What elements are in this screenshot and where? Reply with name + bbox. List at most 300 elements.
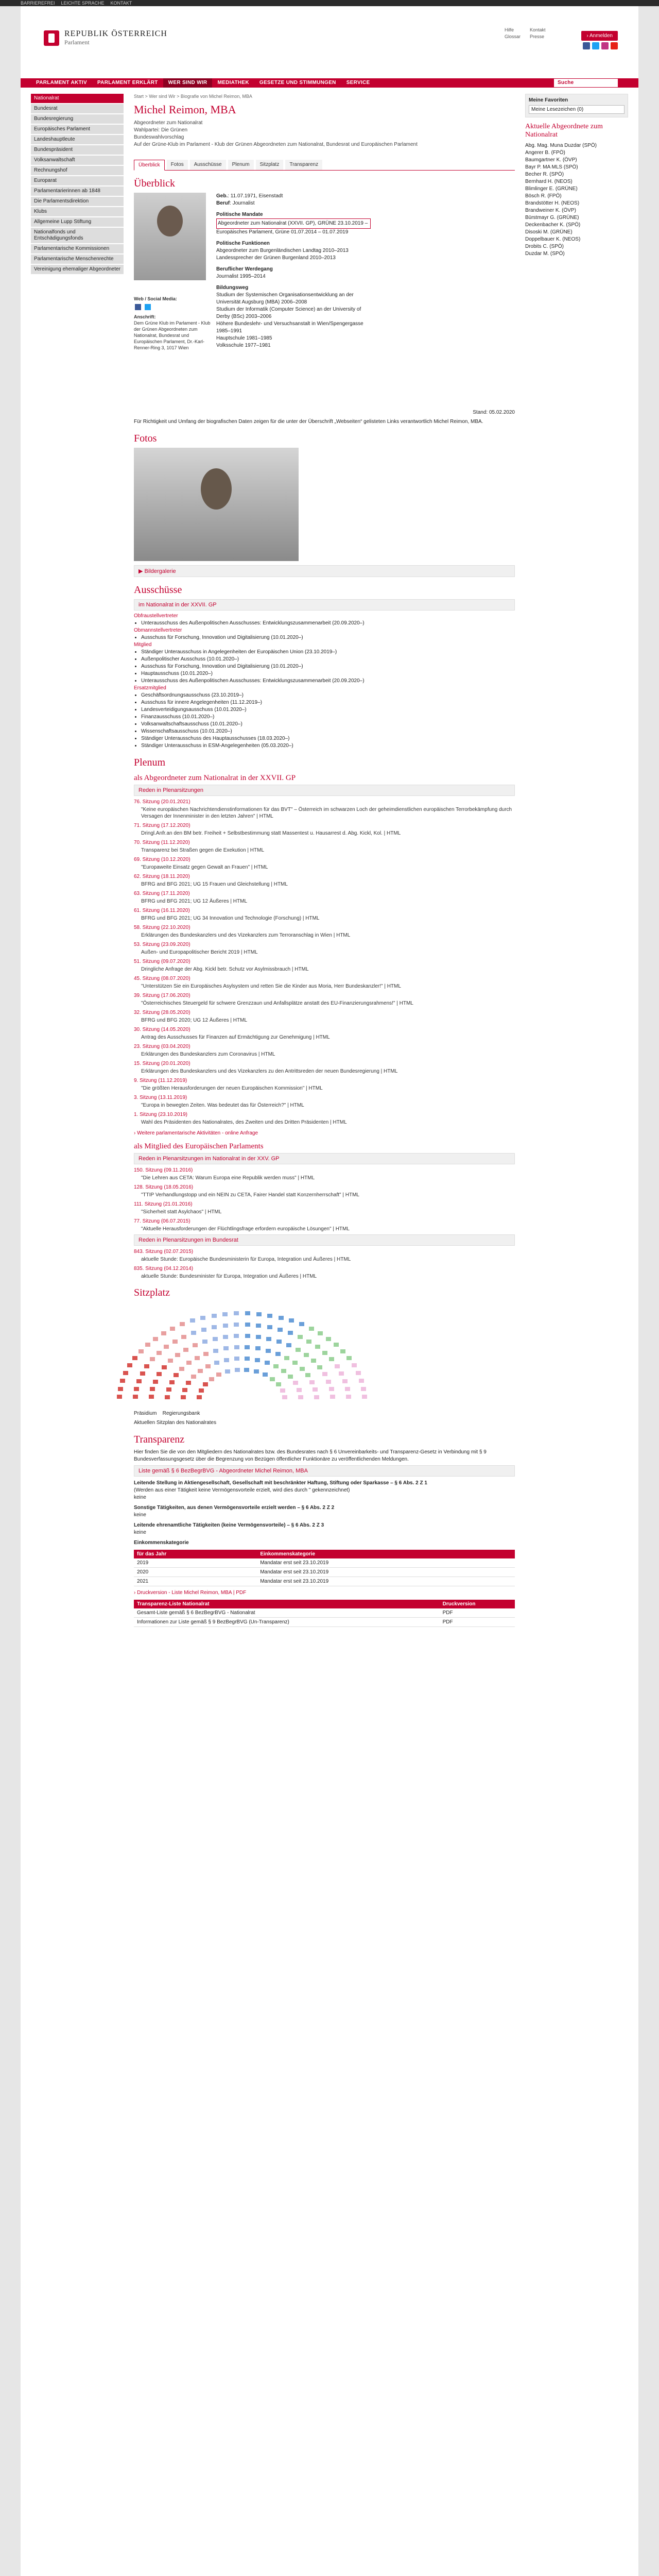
member-link[interactable]: Baumgartner K. (ÖVP) bbox=[525, 157, 577, 163]
tab-item[interactable]: Ausschüsse bbox=[190, 160, 226, 170]
sitting-title[interactable]: 58. Sitzung (22.10.2020) bbox=[134, 925, 190, 930]
seat[interactable] bbox=[278, 1328, 283, 1332]
sidebar-item[interactable]: Bundesregierung bbox=[31, 114, 124, 124]
member-link[interactable]: Becher R. (SPÖ) bbox=[525, 172, 564, 177]
sitting-title[interactable]: 843. Sitzung (02.07.2015) bbox=[134, 1249, 194, 1255]
sidebar-item[interactable]: Europarat bbox=[31, 176, 124, 185]
seat[interactable] bbox=[201, 1328, 206, 1332]
seat[interactable] bbox=[202, 1340, 207, 1344]
seat[interactable] bbox=[315, 1345, 320, 1349]
eu-sittings-list bbox=[134, 1167, 515, 1232]
sidebar-item[interactable]: Parlamentarische Menschenrechte bbox=[31, 255, 124, 264]
topbar-item[interactable]: BARRIEREFREI bbox=[21, 1, 55, 6]
logo[interactable] bbox=[44, 29, 167, 46]
topbar-item[interactable]: KONTAKT bbox=[110, 1, 132, 6]
nav-item[interactable]: PARLAMENT AKTIV bbox=[36, 80, 87, 86]
seat[interactable] bbox=[299, 1322, 304, 1326]
seat[interactable] bbox=[144, 1364, 149, 1368]
seat[interactable] bbox=[266, 1337, 271, 1341]
seat[interactable] bbox=[166, 1387, 171, 1392]
seat[interactable] bbox=[153, 1380, 158, 1384]
seat[interactable] bbox=[200, 1316, 205, 1320]
table-cell: 2019 bbox=[134, 1558, 257, 1568]
seat[interactable] bbox=[186, 1381, 191, 1385]
seat[interactable] bbox=[213, 1349, 218, 1353]
seat[interactable] bbox=[157, 1372, 162, 1376]
contact-link[interactable]: Kontakt bbox=[530, 27, 546, 32]
seat[interactable] bbox=[157, 1351, 162, 1355]
seat[interactable] bbox=[279, 1316, 284, 1320]
seat[interactable] bbox=[235, 1368, 240, 1372]
overview-title: Überblick bbox=[134, 178, 175, 189]
education-item: Studium der Systemischen Organisationsentwicklung an der Universität Augsburg (MBA) 2006–2008 bbox=[216, 292, 354, 305]
member-link[interactable]: Duzdar M. (SPÖ) bbox=[525, 251, 565, 257]
subinfo bbox=[134, 120, 515, 148]
seat[interactable] bbox=[306, 1340, 311, 1344]
sitting-desc[interactable]: Außen- und Europapolitischer Bericht 2019 | HTML bbox=[141, 950, 258, 955]
sitting-desc[interactable]: Erklärungen des Bundeskanzlers und des Vizekanzlers zum Terroranschlag in Wien | HTML bbox=[141, 933, 351, 938]
seat[interactable] bbox=[179, 1367, 184, 1371]
seat[interactable] bbox=[318, 1331, 323, 1335]
sidebar-item[interactable]: Bundespräsident bbox=[31, 145, 124, 155]
seat[interactable] bbox=[297, 1388, 302, 1392]
seat[interactable] bbox=[255, 1358, 260, 1362]
committee-item: • Finanzausschuss (10.01.2020–) bbox=[141, 714, 515, 721]
sitting-title[interactable]: 150. Sitzung (09.11.2016) bbox=[134, 1167, 193, 1173]
table-cell[interactable]: Informationen zur Liste gemäß § 9 BezBegrBVG (Un-Transparenz) bbox=[134, 1618, 440, 1627]
seat[interactable] bbox=[245, 1345, 250, 1349]
plenum-title: Plenum bbox=[134, 757, 166, 768]
seat[interactable] bbox=[120, 1379, 125, 1383]
sidebar-item[interactable]: Die Parlamentsdirektion bbox=[31, 197, 124, 206]
seat[interactable] bbox=[359, 1379, 364, 1383]
mitglied-title: Mitglied bbox=[134, 642, 152, 648]
seat[interactable] bbox=[265, 1361, 270, 1365]
member-link[interactable]: Angerer B. (FPÖ) bbox=[525, 150, 565, 156]
sitting-title[interactable]: 3. Sitzung (13.11.2019) bbox=[134, 1095, 187, 1100]
glossary-link[interactable]: Glossar bbox=[505, 34, 521, 39]
eu-reden-expander[interactable]: Reden in Plenarsitzungen im Nationalrat in der XXV. GP bbox=[134, 1153, 515, 1164]
seat[interactable] bbox=[280, 1388, 285, 1393]
seat[interactable] bbox=[267, 1314, 272, 1318]
seat[interactable] bbox=[198, 1369, 203, 1373]
tab-item[interactable]: Sitzplatz bbox=[256, 160, 284, 170]
instagram-icon[interactable] bbox=[601, 42, 609, 49]
seat[interactable] bbox=[298, 1395, 303, 1399]
nav-item[interactable]: GESETZE UND STIMMUNGEN bbox=[259, 80, 336, 86]
sitting-desc[interactable]: Dringliche Anfrage der Abg. Kickl betr. Schutz vor Asylmissbrauch | HTML bbox=[141, 967, 309, 972]
seat[interactable] bbox=[362, 1395, 367, 1399]
member-link[interactable]: Doppelbauer K. (NEOS) bbox=[525, 236, 581, 242]
member-link[interactable]: Disoski M. (GRÜNE) bbox=[525, 229, 573, 235]
seat[interactable] bbox=[356, 1371, 361, 1375]
seat[interactable] bbox=[182, 1388, 187, 1392]
nav-item-active[interactable]: WER SIND WIR bbox=[163, 78, 213, 88]
seat[interactable] bbox=[150, 1387, 155, 1391]
sitting-title[interactable]: 15. Sitzung (20.01.2020) bbox=[134, 1061, 190, 1066]
seat[interactable] bbox=[191, 1375, 196, 1379]
more-link[interactable]: › Weitere parlamentarische Aktivitäten - online Anfrage bbox=[134, 1130, 258, 1136]
subinfo-line: Wahlpartei: Die Grünen bbox=[134, 127, 188, 133]
seat[interactable] bbox=[165, 1395, 170, 1399]
table-row bbox=[134, 1618, 515, 1627]
member-link[interactable]: Bayr P. MA MLS (SPÖ) bbox=[525, 164, 578, 170]
member-link[interactable]: Brandstötter H. (NEOS) bbox=[525, 200, 580, 206]
seat[interactable] bbox=[203, 1352, 209, 1356]
sidebar-item[interactable]: Rechnungshof bbox=[31, 166, 124, 175]
seat[interactable] bbox=[256, 1324, 261, 1328]
seat[interactable] bbox=[317, 1365, 322, 1369]
seat[interactable] bbox=[205, 1364, 211, 1368]
education-item: Studium der Informatik (Computer Science) an der University of Derby (BSc) 2003–2006 bbox=[216, 307, 361, 319]
sitting-desc[interactable]: Transparenz bei Straßen gegen die Exekution | HTML bbox=[141, 848, 265, 853]
committee-item: • Unterausschuss des Außenpolitischen Ausschusses: Entwicklungszusammenarbeit (20.09.2020–) bbox=[141, 677, 515, 685]
sitting-title[interactable]: 45. Sitzung (08.07.2020) bbox=[134, 976, 190, 981]
member-link[interactable]: Blimlinger E. (GRÜNE) bbox=[525, 186, 578, 192]
druck-link[interactable]: › Druckversion - Liste Michel Reimon, MBA | PDF bbox=[134, 1590, 247, 1596]
table-cell: 2020 bbox=[134, 1568, 257, 1577]
seat[interactable] bbox=[309, 1327, 314, 1331]
nav-item[interactable]: MEDIATHEK bbox=[217, 80, 249, 86]
seat[interactable] bbox=[275, 1352, 281, 1356]
seat[interactable] bbox=[296, 1348, 301, 1352]
sitting-title[interactable]: 111. Sitzung (21.01.2016) bbox=[134, 1201, 193, 1207]
login-button[interactable]: › Anmelden bbox=[581, 31, 618, 41]
seat[interactable] bbox=[298, 1335, 303, 1339]
sitting-title[interactable]: 61. Sitzung (16.11.2020) bbox=[134, 908, 190, 913]
table-row bbox=[134, 1608, 515, 1618]
seat[interactable] bbox=[340, 1349, 345, 1353]
sidebar-item[interactable]: Europäisches Parlament bbox=[31, 125, 124, 134]
tab-item[interactable]: Transparenz bbox=[285, 160, 322, 170]
seat[interactable] bbox=[224, 1358, 229, 1362]
br-reden-expander[interactable]: Reden in Plenarsitzungen im Bundesrat bbox=[134, 1234, 515, 1246]
seat[interactable] bbox=[322, 1372, 327, 1376]
seat[interactable] bbox=[197, 1395, 202, 1399]
seat[interactable] bbox=[190, 1318, 195, 1323]
seat[interactable] bbox=[133, 1395, 138, 1399]
sitting-title[interactable]: 23. Sitzung (03.04.2020) bbox=[134, 1044, 190, 1049]
seat[interactable] bbox=[134, 1387, 139, 1391]
seat[interactable] bbox=[267, 1325, 272, 1329]
seat[interactable] bbox=[314, 1395, 319, 1399]
member-link[interactable]: Abg. Mag. Muna Duzdar (SPÖ) bbox=[525, 143, 597, 148]
seat[interactable] bbox=[313, 1387, 318, 1392]
gallery-expander[interactable]: ▶ Bildergalerie bbox=[134, 565, 515, 577]
sitting-desc[interactable]: Wahl des Präsidenten des Nationalrates, des Zweiten und des Dritten Präsidenten | HTML bbox=[141, 1120, 347, 1125]
sitting-desc[interactable]: "Österreichisches Steuergeld für schwere Grenzzaun und Anfallsplätze anstatt des EU-Finanzierungsrahmens!" | HTML bbox=[141, 1001, 413, 1006]
tab-item[interactable]: Plenum bbox=[228, 160, 254, 170]
seat[interactable] bbox=[339, 1371, 344, 1376]
seat[interactable] bbox=[245, 1323, 250, 1327]
page-wrapper bbox=[21, 6, 638, 2576]
sidebar-item[interactable]: Volksanwaltschaft bbox=[31, 156, 124, 165]
facebook-icon[interactable] bbox=[135, 304, 141, 310]
sitting-title[interactable]: 1. Sitzung (23.10.2019) bbox=[134, 1112, 187, 1117]
seat[interactable] bbox=[164, 1345, 169, 1349]
seat[interactable] bbox=[330, 1395, 335, 1399]
sitting-desc[interactable]: Dringl.Anfr.an den BM betr. Freiheit + Selbstbestimmung statt Massentest u. Hausarrest d. Abg. Kickl, Kol. | HTML bbox=[141, 831, 401, 836]
sitting-desc[interactable]: "TTIP Verhandlungstopp und ein NEIN zu CETA, Fairer Handel statt Konzernherrschaft" | HTML bbox=[141, 1192, 359, 1198]
seat[interactable] bbox=[282, 1395, 287, 1399]
seat-note[interactable]: Aktuellen Sitzplan des Nationalrates bbox=[134, 1420, 217, 1426]
sitting-desc[interactable]: BFRG und BFG 2021; UG 12 Äußeres | HTML bbox=[141, 899, 248, 904]
sitting-title[interactable]: 32. Sitzung (28.05.2020) bbox=[134, 1010, 190, 1015]
seat[interactable] bbox=[329, 1357, 334, 1361]
seat[interactable] bbox=[180, 1322, 185, 1326]
seat[interactable] bbox=[245, 1311, 250, 1315]
seat[interactable] bbox=[292, 1361, 298, 1365]
sitting-title[interactable]: 70. Sitzung (11.12.2020) bbox=[134, 840, 190, 845]
seat[interactable] bbox=[286, 1343, 291, 1347]
subinfo-line: Bundeswahlvorschlag bbox=[134, 134, 184, 140]
keine-1: keine bbox=[134, 1495, 146, 1500]
ausschuesse-gp[interactable]: im Nationalrat in der XXVII. GP bbox=[134, 599, 515, 611]
seat[interactable] bbox=[244, 1368, 249, 1372]
facebook-icon[interactable] bbox=[583, 42, 590, 49]
transparenz-table bbox=[134, 1600, 515, 1627]
sitting-desc[interactable]: "Die größten Herausforderungen der neuen Europäischen Kommission" | HTML bbox=[141, 1086, 323, 1091]
table-cell[interactable]: PDF bbox=[440, 1608, 515, 1618]
seat[interactable] bbox=[168, 1359, 173, 1363]
seat[interactable] bbox=[161, 1331, 166, 1335]
seat[interactable] bbox=[270, 1377, 275, 1381]
seat[interactable] bbox=[256, 1335, 261, 1339]
sitzplatz-title: Sitzplatz bbox=[134, 1287, 170, 1298]
seat[interactable] bbox=[117, 1395, 122, 1399]
seat[interactable] bbox=[335, 1364, 340, 1368]
seat[interactable] bbox=[223, 1335, 228, 1339]
tab-item[interactable]: Fotos bbox=[167, 160, 188, 170]
seat[interactable] bbox=[326, 1380, 331, 1384]
seat[interactable] bbox=[234, 1345, 239, 1349]
member-link[interactable]: Bösch R. (FPÖ) bbox=[525, 193, 562, 199]
seat[interactable] bbox=[225, 1369, 230, 1374]
sitting-desc[interactable]: aktuelle Stunde: Europäische Bundesministerin für Europa, Integration und Äußeres | HTML bbox=[141, 1257, 351, 1262]
seat[interactable] bbox=[346, 1395, 351, 1399]
search-input[interactable]: Suche bbox=[554, 79, 618, 87]
einkommen-title: Einkommenskategorie bbox=[134, 1540, 189, 1546]
seat[interactable] bbox=[199, 1388, 204, 1393]
member-link[interactable]: Deckenbacher K. (SPÖ) bbox=[525, 222, 581, 228]
seat[interactable] bbox=[276, 1382, 281, 1386]
sitting-title[interactable]: 9. Sitzung (11.12.2019) bbox=[134, 1078, 187, 1083]
seat[interactable] bbox=[234, 1323, 239, 1327]
sitting-title[interactable]: 51. Sitzung (09.07.2020) bbox=[134, 959, 190, 964]
sitting-title[interactable]: 63. Sitzung (17.11.2020) bbox=[134, 891, 190, 896]
seat[interactable] bbox=[281, 1369, 286, 1373]
seat[interactable] bbox=[245, 1357, 250, 1361]
seat[interactable] bbox=[186, 1361, 192, 1365]
help-link[interactable]: Hilfe bbox=[505, 27, 514, 32]
sitting-title[interactable]: 77. Sitzung (06.07.2015) bbox=[134, 1218, 190, 1224]
committee-item: • Wissenschaftsausschuss (10.01.2020–) bbox=[141, 728, 515, 735]
sitting-title[interactable]: 53. Sitzung (23.09.2020) bbox=[134, 942, 190, 947]
seat[interactable] bbox=[132, 1356, 137, 1360]
seat[interactable] bbox=[293, 1381, 298, 1385]
pol-functions-title: Politische Funktionen bbox=[216, 241, 270, 246]
seat[interactable] bbox=[118, 1387, 123, 1391]
seat[interactable] bbox=[181, 1335, 186, 1339]
member-link[interactable]: Drobits C. (SPÖ) bbox=[525, 244, 564, 249]
seat[interactable] bbox=[127, 1363, 132, 1367]
seat[interactable] bbox=[172, 1340, 178, 1344]
reden-expander[interactable]: Reden in Plenarsitzungen bbox=[134, 785, 515, 796]
sitting-title[interactable]: 30. Sitzung (14.05.2020) bbox=[134, 1027, 190, 1032]
einkommen-table bbox=[134, 1550, 515, 1586]
seat[interactable] bbox=[181, 1395, 186, 1399]
ersatz-list bbox=[134, 692, 515, 750]
seat[interactable] bbox=[162, 1365, 167, 1369]
seat[interactable] bbox=[213, 1337, 218, 1341]
seat[interactable] bbox=[322, 1351, 327, 1355]
sidebar-item[interactable]: Nationalfonds und Entschädigungsfonds bbox=[31, 228, 124, 243]
sitting-desc[interactable]: Erklärungen des Bundeskanzlers und des Vizekanzlers zu den Antrittsreden der neuen Bundesregierung | HTML bbox=[141, 1069, 398, 1074]
sitting-title[interactable]: 128. Sitzung (18.05.2016) bbox=[134, 1184, 194, 1190]
member-link[interactable]: Bürstmayr G. (GRÜNE) bbox=[525, 215, 579, 221]
seat[interactable] bbox=[203, 1382, 208, 1386]
transparenz-title: Transparenz bbox=[134, 1434, 185, 1445]
sitting-title[interactable]: 39. Sitzung (17.06.2020) bbox=[134, 993, 190, 998]
seat[interactable] bbox=[284, 1356, 289, 1360]
seat[interactable] bbox=[346, 1356, 352, 1360]
seat[interactable] bbox=[222, 1312, 228, 1316]
seat[interactable] bbox=[289, 1318, 294, 1323]
sitting-desc[interactable]: "Europa in bewegten Zeiten. Was bedeutet das für Österreich?" | HTML bbox=[141, 1103, 304, 1108]
seat[interactable] bbox=[256, 1312, 262, 1316]
tab-item[interactable]: Überblick bbox=[134, 160, 165, 171]
seat[interactable] bbox=[136, 1379, 142, 1383]
job-label: Beruf bbox=[216, 200, 230, 206]
table-cell[interactable]: Gesamt-Liste gemäß § 6 BezBegrBVG - Nationalrat bbox=[134, 1608, 440, 1618]
seat[interactable] bbox=[234, 1334, 239, 1338]
sitting-title[interactable]: 835. Sitzung (04.12.2014) bbox=[134, 1266, 194, 1272]
committee-item: • Ständiger Unterausschuss in ESM-Angelegenheiten (05.03.2020–) bbox=[141, 742, 515, 750]
seat[interactable] bbox=[273, 1364, 279, 1368]
seat[interactable] bbox=[305, 1373, 310, 1377]
seat[interactable] bbox=[223, 1324, 228, 1328]
sitting-desc[interactable]: "Die Lehren aus CETA: Warum Europa eine Republik werden muss" | HTML bbox=[141, 1175, 315, 1181]
gallery-photo[interactable] bbox=[134, 448, 299, 561]
seat[interactable] bbox=[266, 1349, 271, 1353]
sidebar-item[interactable]: Parlamentarische Kommissionen bbox=[31, 244, 124, 253]
seat[interactable] bbox=[216, 1372, 221, 1377]
seat[interactable] bbox=[169, 1380, 175, 1384]
seat[interactable] bbox=[352, 1363, 357, 1367]
sitting-desc[interactable]: BFRG und BFG 2021; UG 34 Innovation und Technologie (Forschung) | HTML bbox=[141, 916, 320, 921]
seat[interactable] bbox=[183, 1348, 188, 1352]
seat[interactable] bbox=[300, 1367, 305, 1371]
seat[interactable] bbox=[214, 1361, 219, 1365]
sitting-desc[interactable]: "Keine europäischen Nachrichtendienstinformationen für das BVT" – Österreich im schwarzen Loch der geheimdienstlichen europäischen Terrorbekämpfung durch Versagen der Innenminister in den letzten Jahren" | HTML bbox=[141, 807, 512, 819]
seat[interactable] bbox=[309, 1380, 315, 1384]
sidebar-item[interactable]: Vereinigung ehemaliger Abgeordneter bbox=[31, 265, 124, 274]
press-link[interactable]: Presse bbox=[530, 34, 545, 39]
seat[interactable] bbox=[195, 1356, 200, 1360]
nav-item[interactable]: PARLAMENT ERKLÄRT bbox=[97, 80, 158, 86]
sidebar-item[interactable]: Parlamentarierinnen ab 1848 bbox=[31, 187, 124, 196]
seat[interactable] bbox=[334, 1343, 339, 1347]
seat[interactable] bbox=[329, 1387, 334, 1391]
nav-item[interactable]: SERVICE bbox=[346, 80, 370, 86]
seat[interactable] bbox=[212, 1314, 217, 1318]
sitting-desc[interactable]: Erklärungen des Bundeskanzlers zum Coronavirus | HTML bbox=[141, 1052, 275, 1057]
seat[interactable] bbox=[326, 1337, 331, 1341]
liste-expander[interactable]: Liste gemäß § 6 BezBegrBVG - Abgeordneter Michel Reimon, MBA bbox=[134, 1465, 515, 1477]
seat[interactable] bbox=[245, 1334, 250, 1338]
sitting-title[interactable]: 76. Sitzung (20.01.2021) bbox=[134, 799, 190, 805]
seat[interactable] bbox=[191, 1331, 196, 1335]
seat[interactable] bbox=[223, 1346, 229, 1350]
seat[interactable] bbox=[170, 1327, 175, 1331]
twitter-icon[interactable] bbox=[592, 42, 599, 49]
table-cell[interactable]: PDF bbox=[440, 1618, 515, 1627]
sitting-desc[interactable]: Antrag des Ausschusses für Finanzen auf Ermächtigung zur Genehmigung | HTML bbox=[141, 1035, 330, 1040]
youtube-icon[interactable] bbox=[611, 42, 618, 49]
sidebar-item[interactable]: Klubs bbox=[31, 207, 124, 216]
seat[interactable] bbox=[288, 1331, 293, 1335]
leitende-title: Leitende Stellung in Aktiengesellschaft, Gesellschaft mit beschränkter Haftung, Stiftung oder Sparkasse – § 6 Abs. 2 Z 1 bbox=[134, 1480, 427, 1486]
twitter-icon[interactable] bbox=[145, 304, 151, 310]
seat[interactable] bbox=[311, 1359, 316, 1363]
seat[interactable] bbox=[209, 1377, 214, 1381]
seat[interactable] bbox=[174, 1373, 179, 1377]
seat[interactable] bbox=[263, 1372, 268, 1377]
transparenz-header: Transparenz-Liste Nationalrat bbox=[134, 1600, 440, 1608]
sitting-desc[interactable]: BFRG und BFG 2020; UG 12 Äußeres | HTML bbox=[141, 1018, 248, 1023]
seat[interactable] bbox=[140, 1371, 145, 1376]
seat[interactable] bbox=[149, 1395, 154, 1399]
seat[interactable] bbox=[234, 1357, 239, 1361]
topbar-item[interactable]: LEICHTE SPRACHE bbox=[61, 1, 105, 6]
seat[interactable] bbox=[212, 1325, 217, 1329]
sitting-desc[interactable]: BFRG and BFG 2021; UG 15 Frauen und Gleichstellung | HTML bbox=[141, 882, 288, 887]
seat[interactable] bbox=[234, 1311, 239, 1315]
seat[interactable] bbox=[254, 1369, 259, 1374]
sidebar-item[interactable]: Allgemeine Lupp Stiftung bbox=[31, 217, 124, 227]
sitting-title[interactable]: 71. Sitzung (17.12.2020) bbox=[134, 823, 190, 828]
sidebar-item[interactable]: Bundesrat bbox=[31, 104, 124, 113]
seat[interactable] bbox=[138, 1349, 144, 1353]
seat[interactable] bbox=[150, 1357, 155, 1361]
seat[interactable] bbox=[345, 1387, 350, 1391]
subinfo-line: Auf der Grüne-Klub im Parlament - Klub der Grünen Abgeordneten zum Nationalrat, Bundesrat und Europäischen Parlament bbox=[134, 142, 418, 147]
seat[interactable] bbox=[288, 1375, 293, 1379]
seat[interactable] bbox=[175, 1353, 180, 1357]
sitting-desc[interactable]: "Sicherheit statt Asylchaos" | HTML bbox=[141, 1209, 222, 1215]
seat[interactable] bbox=[255, 1346, 261, 1350]
member-link[interactable]: Brandweiner K. (ÖVP) bbox=[525, 208, 576, 213]
sitting-desc[interactable]: aktuelle Stunde: Bundesminister für Europa, Integration und Äußeres | HTML bbox=[141, 1274, 317, 1279]
sitting-desc[interactable]: "Aktuelle Herausforderungen der Flüchtlingsfrage erfordern europäische Lösungen" | HTML bbox=[141, 1226, 350, 1232]
seat[interactable] bbox=[361, 1387, 366, 1391]
sitting-desc[interactable]: "Europaweite Einsatz gegen Gewalt an Frauen" | HTML bbox=[141, 865, 268, 870]
sidebar-item[interactable]: Nationalrat bbox=[31, 94, 124, 103]
seat[interactable] bbox=[304, 1353, 309, 1357]
favorites-select[interactable]: Meine Lesezeichen (0) bbox=[529, 105, 625, 114]
seat[interactable] bbox=[342, 1379, 348, 1383]
sidebar-item[interactable]: Landeshauptleute bbox=[31, 135, 124, 144]
seat[interactable] bbox=[145, 1343, 150, 1347]
sitting-desc[interactable]: "Unterstützen Sie ein Europäisches Asylsystem und retten Sie die Kinder aus Moria, Herr Bundeskanzler!" | HTML bbox=[141, 984, 401, 989]
sitting-title[interactable]: 69. Sitzung (10.12.2020) bbox=[134, 857, 190, 862]
sitting-title[interactable]: 62. Sitzung (18.11.2020) bbox=[134, 874, 190, 879]
member-link[interactable]: Bernhard H. (NEOS) bbox=[525, 179, 573, 184]
seat[interactable] bbox=[153, 1337, 158, 1341]
seat[interactable] bbox=[276, 1340, 282, 1344]
seat[interactable] bbox=[123, 1371, 128, 1375]
seat[interactable] bbox=[193, 1343, 198, 1347]
